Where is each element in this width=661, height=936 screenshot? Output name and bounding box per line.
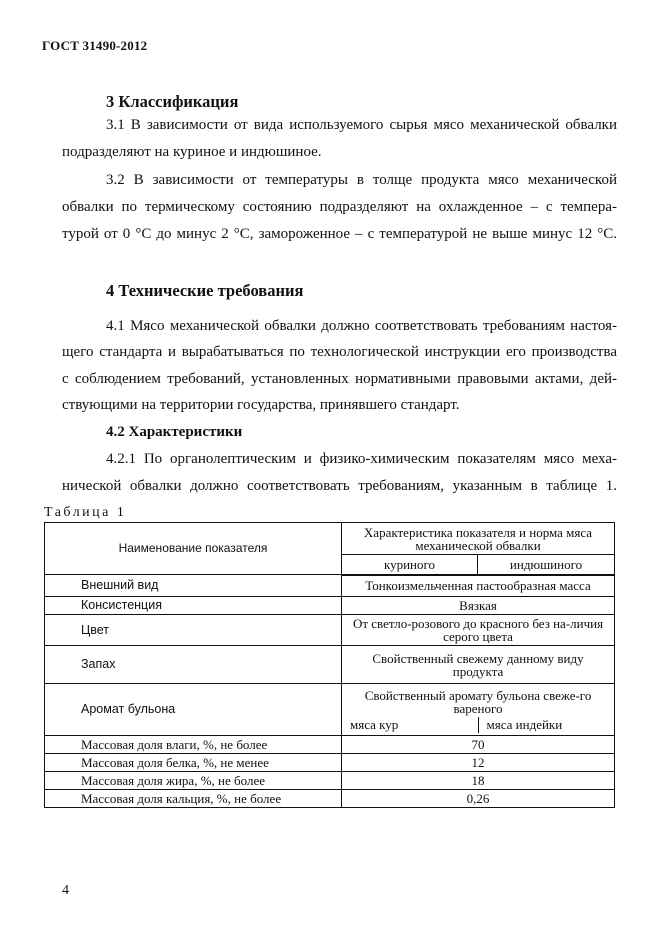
aroma-split	[342, 717, 614, 733]
row-name: Цвет	[45, 615, 342, 646]
row-name: Внешний вид	[45, 575, 342, 597]
subsection-title: 4.2 Характеристики	[106, 424, 243, 440]
row-name: Аромат бульона	[45, 684, 342, 736]
row-value: От светло-розового до красного без на-личия серого цвета	[342, 615, 615, 646]
table-row	[45, 646, 615, 684]
paragraph-line: обвалки по термическому состоянию подразделяют на охлажденное – с темпера-	[62, 199, 617, 215]
table-row	[45, 754, 615, 772]
document-header: ГОСТ 31490-2012	[42, 38, 148, 53]
row-value: 70	[342, 736, 615, 754]
row-value: Свойственный свежему данному виду продукта	[342, 646, 615, 684]
header-chicken: куриного	[342, 555, 478, 575]
table-row	[45, 772, 615, 790]
paragraph-line: 3.2 В зависимости от температуры в толще продукта мясо механической	[106, 172, 617, 188]
table-1	[44, 522, 615, 808]
paragraph-line: подразделяют на куриное и индюшиное.	[62, 144, 322, 160]
paragraph-line: 4.2.1 По органолептическим и физико-химическим показателям мясо меха-	[106, 451, 617, 467]
row-value-cell	[342, 684, 615, 736]
paragraph-line: 3.1 В зависимости от вида используемого сырья мясо механической обвалки	[106, 117, 617, 133]
table-row	[45, 790, 615, 808]
aroma-chicken: мяса кур	[350, 716, 399, 732]
table-row	[45, 736, 615, 754]
row-value: 18	[342, 772, 615, 790]
table-caption: Таблица 1	[44, 505, 127, 520]
section-4-title: 4 Технические требования	[106, 281, 304, 300]
table-row	[45, 575, 615, 597]
paragraph-line: ствующими на территории государства, принявшего стандарт.	[62, 397, 460, 413]
table-row	[45, 597, 615, 615]
row-value: Вязкая	[342, 597, 615, 615]
paragraph-line: турой от 0 °С до минус 2 °С, замороженное – с температурой не выше минус 12 °С.	[62, 226, 617, 242]
row-value: Тонкоизмельченная пастообразная масса	[342, 575, 615, 597]
page-number: 4	[62, 883, 69, 898]
table-row	[45, 615, 615, 646]
header-characteristic: Характеристика показателя и норма мяса механической обвалки	[342, 523, 615, 555]
row-value: Свойственный аромату бульона свеже-го вареного	[364, 687, 592, 716]
row-value: 12	[342, 754, 615, 772]
table-row	[45, 684, 615, 736]
row-name: Консистенция	[45, 597, 342, 615]
section-3-title: 3 Классификация	[106, 92, 239, 111]
row-name: Массовая доля белка, %, не менее	[45, 754, 342, 772]
paragraph-line: 4.1 Мясо механической обвалки должно соответствовать требованиям настоя-	[106, 318, 617, 334]
paragraph-line: щего стандарта и вырабатываться по технологической инструкции его производства	[62, 344, 617, 360]
row-name: Массовая доля влаги, %, не более	[45, 736, 342, 754]
row-value: 0,26	[342, 790, 615, 808]
row-name: Массовая доля жира, %, не более	[45, 772, 342, 790]
paragraph-line: с соблюдением требований, установленных нормативными правовыми актами, дей-	[62, 371, 617, 387]
row-name: Массовая доля кальция, %, не более	[45, 790, 342, 808]
row-name: Запах	[45, 646, 342, 684]
header-turkey: индюшиного	[478, 555, 615, 575]
aroma-turkey: мяса индейки	[478, 717, 615, 733]
header-indicator-name: Наименование показателя	[45, 523, 342, 575]
paragraph-line: нической обвалки должно соответствовать требованиям, указанным в таблице 1.	[62, 478, 617, 494]
